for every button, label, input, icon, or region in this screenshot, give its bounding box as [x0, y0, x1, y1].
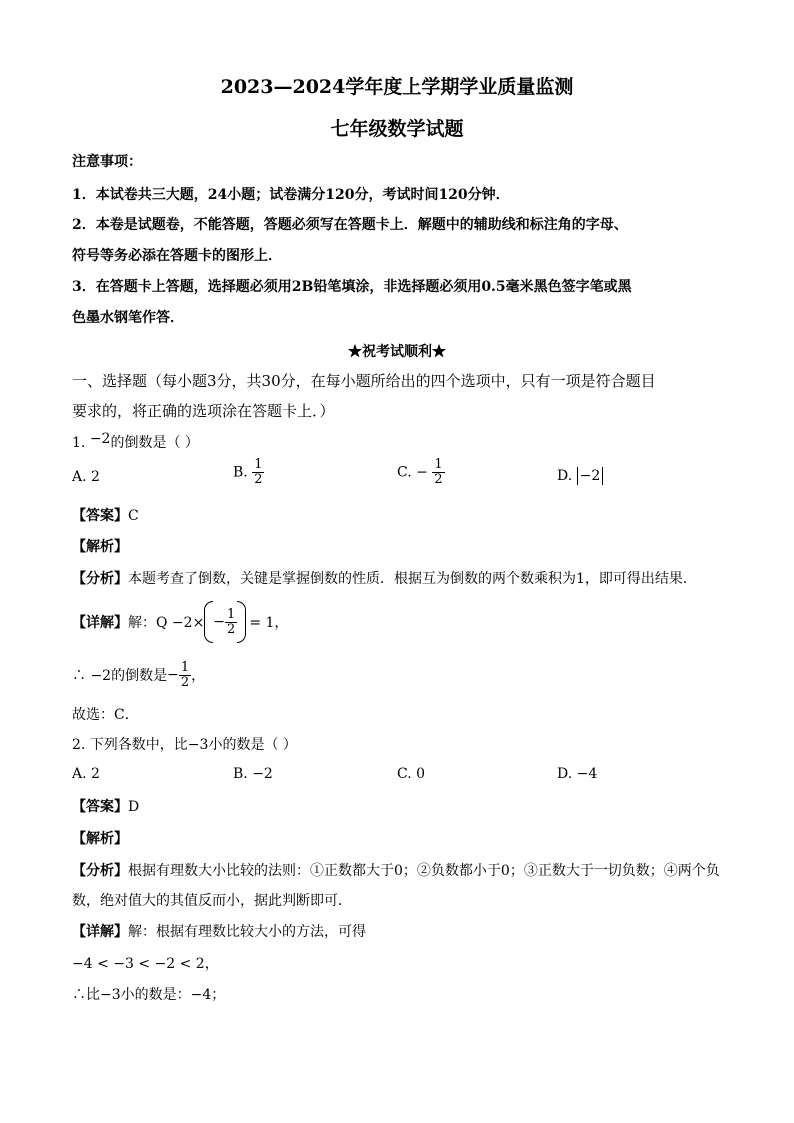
good-luck-line: ★祝考试顺利★ — [348, 344, 446, 360]
q2-fenxi-text-1: 根据有理数大小比较的法则：①正数都大于0；②负数都小于0；③正数大于一切负数；④两个负 — [128, 863, 720, 879]
q1-detail-suffix: = 1， — [249, 615, 289, 631]
q1-option-d-label: D. — [557, 468, 573, 484]
q1-conclusion-sign: − — [167, 667, 179, 683]
section-heading-line-2: 要求的，将正确的选项涂在答题卡上．） — [72, 402, 335, 420]
q1-fenxi — [72, 568, 697, 588]
page-subtitle: 七年级数学试题 — [330, 118, 464, 140]
q2-analysis-tag: 【解析】 — [72, 831, 128, 847]
q1-choose: 故选：C． — [72, 707, 139, 723]
q2-option-d: D. −4 — [557, 766, 598, 782]
q1-conclusion-prefix: ∴ −2的倒数是 — [72, 668, 168, 684]
q2-detail-text: 解：根据有理数比较大小的方法，可得 — [128, 924, 366, 940]
q2-fenxi-line-1 — [72, 860, 720, 880]
q1-option-c-numerator: 1 — [434, 457, 443, 472]
q1-stem — [72, 432, 199, 452]
q2-fenxi-line-2: 数，绝对值大的其值反而小，据此判断即可． — [72, 893, 352, 909]
q1-option-d-absolute-value: −2 — [577, 467, 604, 485]
notice-item-2-line-1: 2．本卷是试题卷，不能答题，答题必须写在答题卡上．解题中的辅助线和标注角的字母、 — [72, 217, 628, 233]
q1-analysis-tag: 【解析】 — [72, 539, 128, 555]
q1-option-b-fraction — [252, 458, 264, 487]
q1-detail-prefix: 解：Q −2× — [128, 615, 205, 631]
q1-option-c — [397, 458, 445, 487]
notice-item-1: 1．本试卷共三大题，24小题；试卷满分120分，考试时间120分钟． — [72, 187, 510, 203]
q1-detail-denominator: 2 — [227, 621, 236, 637]
q2-stem: 2. 下列各数中，比−3小的数是（ ） — [72, 737, 297, 753]
q1-number: 1. — [72, 435, 90, 451]
notice-item-2-line-2: 符号等务必添在答题卡的图形上． — [72, 248, 282, 264]
q2-detail-tag: 【详解】 — [72, 924, 128, 940]
q2-fenxi-tag: 【分析】 — [72, 863, 128, 879]
q2-option-c: C. 0 — [397, 766, 426, 782]
q1-detail-numerator: 1 — [227, 606, 236, 622]
page-title: 2023—2024学年度上学期学业质量监测 — [220, 76, 574, 98]
q1-stem-text: 的倒数是（ ） — [110, 435, 199, 451]
q1-detail-fraction — [225, 608, 237, 637]
section-heading-line-1: 一、选择题（每小题3分，共30分，在每小题所给出的四个选项中，只有一项是符合题目 — [72, 372, 656, 390]
q1-detail-sign: − — [213, 614, 226, 630]
q1-option-c-denominator: 2 — [434, 472, 443, 487]
notice-item-3-line-2: 色墨水钢笔作答． — [72, 310, 184, 326]
q1-answer-tag: 【答案】 — [72, 508, 128, 524]
notice-item-3-line-1: 3．在答题卡上答题，选择题必须用2B铅笔填涂，非选择题必须用0.5毫米黑色签字笔或黑 — [72, 279, 632, 295]
q1-answer — [72, 505, 139, 525]
q2-option-a: A. 2 — [72, 766, 100, 782]
q1-option-a: A. 2 — [72, 469, 100, 485]
q2-answer — [72, 796, 139, 816]
q1-detail-tag: 【详解】 — [72, 615, 128, 631]
q2-conclusion: ∴比−3小的数是：−4； — [72, 987, 226, 1003]
q2-inequality: −4 < −3 < −2 < 2， — [72, 956, 219, 972]
q1-conclusion-numerator: 1 — [180, 659, 190, 675]
q2-answer-tag: 【答案】 — [72, 799, 128, 815]
q1-fenxi-tag: 【分析】 — [72, 571, 128, 587]
q1-answer-value: C — [128, 508, 139, 524]
q1-conclusion-fraction — [179, 661, 191, 690]
q1-stem-expr: −2 — [89, 431, 111, 447]
q1-conclusion — [72, 656, 205, 694]
q1-conclusion-suffix: ， — [191, 668, 206, 684]
q1-option-b-numerator: 1 — [254, 457, 263, 472]
q2-answer-value: D — [128, 799, 140, 815]
q1-option-c-label: C. — [397, 464, 412, 481]
q1-detail — [72, 600, 288, 644]
q1-option-b-label: B. — [233, 464, 248, 481]
left-parenthesis — [204, 601, 213, 643]
q1-option-c-sign: − — [416, 464, 428, 481]
q1-option-b-denominator: 2 — [254, 472, 263, 487]
q1-fenxi-text: 本题考查了倒数，关键是掌握倒数的性质．根据互为倒数的两个数乘积为1，即可得出结果． — [128, 571, 697, 587]
q2-detail — [72, 921, 366, 941]
notice-heading: 注意事项： — [72, 154, 142, 170]
q1-option-b — [233, 458, 264, 487]
q1-option-c-fraction — [432, 458, 444, 487]
right-parenthesis — [237, 601, 246, 643]
q2-option-b: B. −2 — [233, 766, 273, 782]
q1-option-d — [557, 467, 603, 485]
q1-conclusion-denominator: 2 — [180, 674, 190, 690]
